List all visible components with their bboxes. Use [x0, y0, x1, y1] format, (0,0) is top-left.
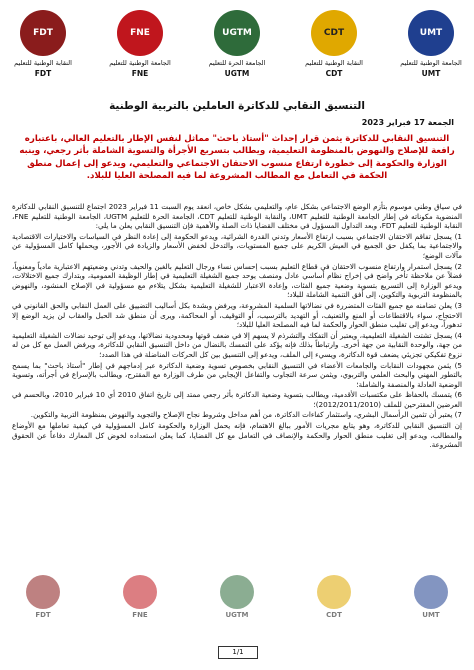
ugtm-emblem-icon: UGTM	[214, 10, 260, 56]
umt-emblem-icon	[414, 575, 448, 609]
union-name: الجامعة الوطنية للتعليم	[109, 59, 171, 67]
union-abbr: UMT	[421, 69, 441, 78]
fdt-emblem-icon	[26, 575, 60, 609]
document-date: الجمعة 17 فبراير 2023	[361, 118, 454, 127]
footer-union-fdt	[6, 575, 80, 631]
union-name: النقابة الوطنية للتعليم	[305, 59, 363, 67]
footer-union-cdt	[297, 575, 371, 631]
paragraph: 7) يعتبر أن تثمين الرأسمال البشري، واستثمار كفاءات الدكاترة، من أهم مداخل وشروط نجاح الإصلاح والتجويد والنهوض بمنظومة التربية والتكوين.	[30, 410, 462, 420]
paragraph: 4) يسجل تشتت الشغيلة التعليمية، ويعتبر أن التفكك والتشرذم لا يسهم إلا في ضعف قوتها ومحدودية نضالاتها، ويدعو إلى توحيد نضالات الشغيلة التعليمية من جهة، والوحدة النقابية من جهة أخرى. وارتباطاً بذلك فإنه يؤكد على التمسك بالنضال من داخل التنسيق النقابي للدكاترة، ويرفض العمل مع كل من له نزوع تفكيكي تجزيئي يضعف قوة الدكاترة، ويسيء إلى الملف، ويدعو إلى التنسيق بين كل الحركات المناضلة في هذا الصدد؛	[12, 330, 462, 359]
union-name: الجامعة الحرة للتعليم	[208, 59, 266, 67]
paragraph: 3) يعلن تضامنه مع جميع الفئات المتضررة في نضالاتها السلمية المشروعة، ويرفض وبشدة بكل أساليب التضييق على العمل النقابي والحق القانوني في الاحتجاج، سواء بالاقتطاعات أو المنع والتعنيف، أو التهديد بالترسيب، أو التوقيف، أو المحاكمة، ويرى أن منطق شد الحبل والعقاب لن يزيد الوضع إلا تدهوراً، ويدعو إلى تغليب منطق الحوار والحكمة لما فيه المصلحة العليا للبلاد؛	[12, 300, 462, 330]
cdt-emblem-icon: CDT	[311, 10, 357, 56]
fne-emblem-icon	[123, 575, 157, 609]
umt-emblem-icon: UMT	[408, 10, 454, 56]
paragraph: في سياق وطني موسوم بتأزم الوضع الاجتماعي بشكل عام، والتعليمي بشكل خاص، انعقد يوم السبت 11 فبراير 2023 اجتماع للتنسيق النقابي للدكاترة المنضوية مكوناته في إطار الجامعة الوطنية للتعليم UMT، والنقابة الوطنية للتعليم CDT، الجامعة الحرة للتعليم UGTM، الجامعة الوطنية للتعليم FNE، النقابة الوطنية للتعليم FDT، وبعد التداول المسؤول في مختلف القضايا ذات الصلة والأهمية فإن التنسيق النقابي يعلن ما يلي:	[12, 202, 462, 231]
footer-union-fne	[103, 575, 177, 631]
header-logos	[6, 10, 468, 98]
union-logo-umt	[394, 10, 468, 98]
union-name: الجامعة الوطنية للتعليم	[400, 59, 462, 67]
fne-emblem-icon: FNE	[117, 10, 163, 56]
cdt-emblem-icon	[317, 575, 351, 609]
union-abbr: CDT	[326, 611, 342, 619]
document-body	[12, 202, 462, 451]
paragraph: 5) يثمن مجهودات النقابات والجامعات الأعضاء في التنسيق النقابي بخصوص تسوية وضعية الدكاترة عبر إدماجهم في إطار "أستاذ باحث" بما يسمح بالتطور المهني والبحث العلمي والتربوي، ويثمن سرعة التجاوب والتفاعل الإيجابي من طرف الوزارة مع المقترح، ويطالب بالإسراع في أجرأته، وتسوية الوضعية العادلة والمنصفة والشاملة؛	[12, 360, 462, 389]
footer-logos	[6, 575, 468, 631]
fdt-emblem-icon: FDT	[20, 10, 66, 56]
paragraph: 6) يتمسك بالحفاظ على مكتسبات الأقدمية، ويطالب بتسوية وضعية الدكاترة بأثر رجعي ممتد إلى تاريخ اتفاق 2010 أي 10 فبراير 2010، وبالحسم في العرضين المقترحين للملف (2012/2011/2010)؛	[12, 390, 462, 409]
paragraph: 2) يسجل استمرار وارتفاع منسوب الاحتقان في قطاع التعليم بسبب إحساس نساء ورجال التعليم بالغبن والحيف وتدني وضعيتهم الاعتبارية مادياً ومعنوياً، فضلاً عن ملاحظة تأخر واضح في إخراج نظام أساسي عادل ومنصف يوحد جميع الشغيلة التعليمية في إطار الوظيفة العمومية، وبتدارك جميع الاختلالات، ويدعو الوزارة إلى التسريع بتسوية وضعية جميع الفئات، وإعادة الاعتبار للشغيلة التعليمية بشكل يتلاءم مع مسؤولية في الإصلاح المنشود، والنهوض بالمنظومة التربوية والتكوين، إلى أفق التنمية الشاملة للبلاد؛	[12, 261, 462, 300]
document-title: التنسيق النقابي للدكاترة العاملين بالتربية الوطنية	[109, 100, 365, 112]
union-logo-fdt	[6, 10, 80, 98]
union-logo-cdt	[297, 10, 371, 98]
paragraph: إن التنسيق النقابي للدكاترة، وهو يتابع مجريات الأمور ببالغ الاهتمام، فإنه يحمل الوزارة والحكومة كامل المسؤولية في كيفية تعاملها مع الأوضاع والمطالب، ويدعو إلى تغليب منطق الحوار والحكمة والإنصاف في التعامل مع كل القضايا، كما يعلن استعداده لخوض كل المعارك دفاعاً عن الحقوق المشروعة.	[12, 421, 462, 450]
intro-statement: التنسيق النقابي للدكاترة يثمن قرار إحداث "أستاذ باحث" مماثل لنفس الإطار بالتعليم العالي، باعتباره رافعة للإصلاح والنهوض بالمنظومة التعليمية، ويطالب بتسريع الأجرأة والتسوية الشاملة بأثر رجعي، وينبه الوزارة والحكومة إلى خطورة ارتفاع منسوب الاحتقان الاجتماعي والتعليمي، ويدعو إلى إعمال منطق الحكمة في التعامل مع المطالب المشروعة لما فيه المصلحة العليا للبلاد.	[19, 134, 455, 182]
union-abbr: UGTM	[224, 69, 250, 78]
union-logo-fne	[103, 10, 177, 98]
footer-union-umt	[394, 575, 468, 631]
ugtm-emblem-icon	[220, 575, 254, 609]
union-abbr: UMT	[422, 611, 440, 619]
union-abbr: FNE	[132, 611, 148, 619]
union-abbr: FNE	[131, 69, 149, 78]
union-abbr: CDT	[325, 69, 343, 78]
page-number: 1/1	[218, 646, 258, 659]
union-abbr: UGTM	[225, 611, 249, 619]
paragraph: 1) يسجل تفاقم الاحتقان الاجتماعي بسبب ارتفاع الأسعار وتدني القدرة الشرائية، ويدعو الحكومة إلى إعادة النظر في السياسات والاختيارات الاقتصادية والاجتماعية بما يكفل حق الجميع في العيش الكريم على جميع المستويات، والتدخل لخفض الأسعار والزيادة في الأجور، ويحملها كامل المسؤولية عن مآلات الوضع؛	[12, 231, 462, 260]
union-logo-ugtm	[200, 10, 274, 98]
union-name: النقابة الوطنية للتعليم	[14, 59, 72, 67]
union-abbr: FDT	[34, 69, 52, 78]
footer-union-ugtm	[200, 575, 274, 631]
union-abbr: FDT	[35, 611, 51, 619]
